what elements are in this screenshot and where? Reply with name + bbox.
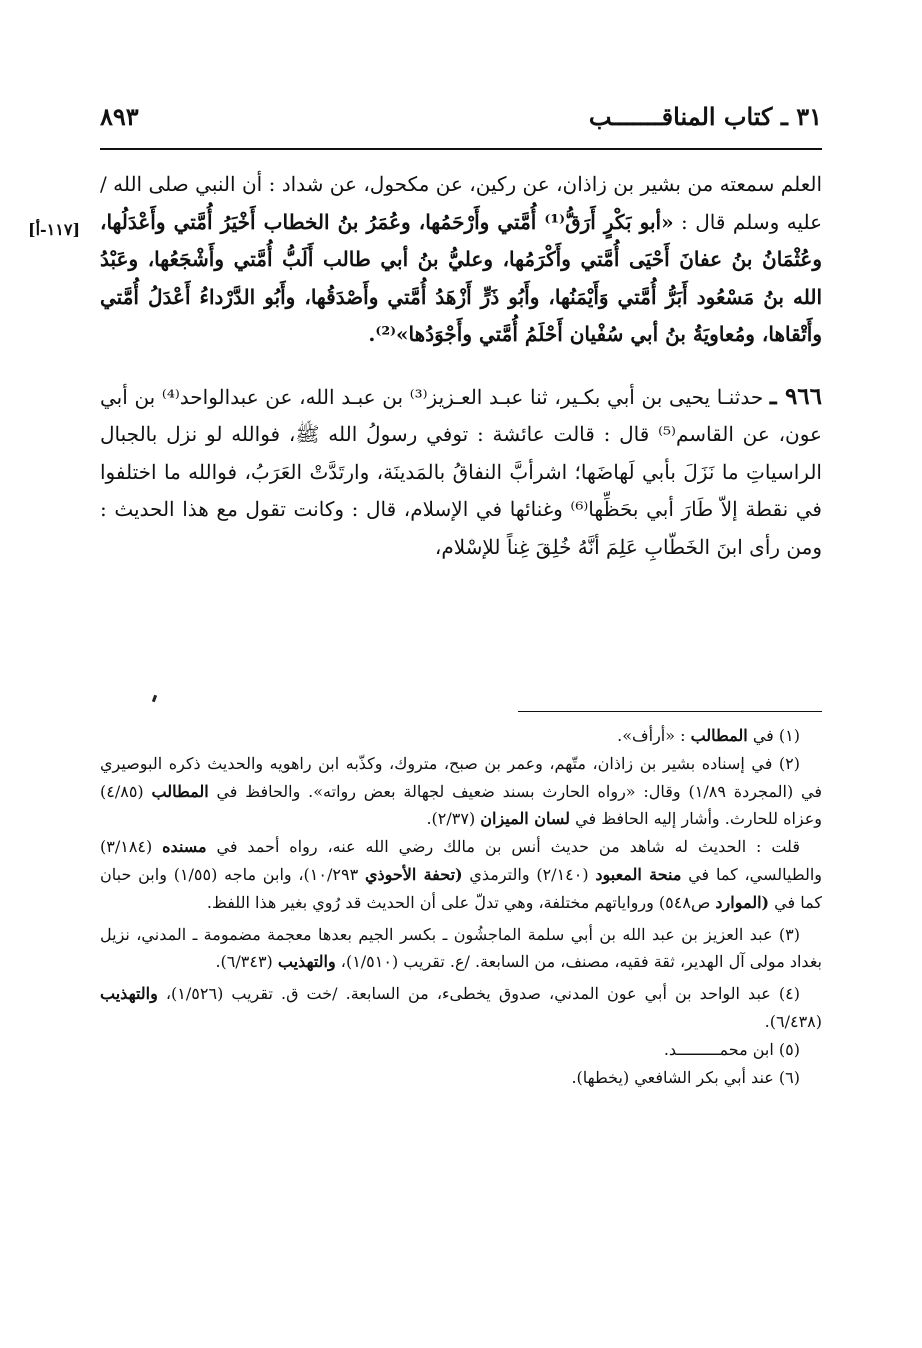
footnote-2-comment: قلت : الحديث له شاهد من حديث أنس بن مالك رضي الله عنه، رواه أحمد في مسنده (٣/١٨٤) والطيالسي، كما في منحة المعبود (٢/١٤٠) والترمذي (تحفة الأحوذي ١٠/٢٩٣)، وابن ماجه (١/٥٥) وابن حبان كما في (الموارد ص٥٤٨) ورواياتهم مختلفة، وهي تدلّ على أن الحديث قد رُوي بغير هذا اللفظ. (100, 837, 823, 912)
footnote-4: (٤) عبد الواحد بن أبي عون المدني، صدوق يخطىء، من السابعة. /خت ق. تقريب (١/٥٢٦)، والتهذيب (٦/٤٣٨). (100, 984, 822, 1031)
hadith-number: ٩٦٦ ـ (769, 382, 822, 410)
manuscript-folio-reference: [١١٧-أ] (28, 220, 81, 239)
footnote-3: (٣) عبد العزيز بن عبد الله بن أبي سلمة الماجشُون ـ بكسر الجيم بعدها معجمة مضمومة ـ المدني، نزيل بغداد مولى آل الهدير، ثقة فقيه، مصنف، من السابعة. /ع. تقريب (١/٥١٠)، والتهذيب (٦/٣٤٣). (100, 924, 822, 972)
paragraph-continuation (100, 166, 822, 354)
hadith-quote: «أبو بَكْرٍ أَرَقُّ⁽¹⁾ أُمَّتي وأَرْحَمُها، وعُمَرُ بنُ الخطاب أَخْيَرُ أُمَّتي وأَعْدَلُها، وعُثْمَانُ بنُ عفانَ أَحْيَى أُمَّتي وأَكْرَمُها، وعليُّ بنُ أبي طالب أَلَبُّ أُمَّتي وأَشْجَعُها، وعَبْدُ الله بنُ مَسْعُود أَبَرُّ أُمَّتي وَأَيْمَنُها، وأَبُو ذَرٍّ أَزْهَدُ أُمَّتي وأَصْدَقُها، وأَبُو الدَّرْداءُ أَعْدَلُ أُمَّتي وأَتْقاها، ومُعاويَةُ بنُ أبي سُفْيان أَحْلَمُ أُمَّتي وأَجْوَدُها»⁽²⁾. (100, 209, 822, 346)
page-number: ٨٩٣ (100, 102, 139, 131)
footnote-5: (٥) ابن محمـــــــــد. (663, 1039, 800, 1059)
page-header (100, 96, 822, 140)
main-text (100, 166, 822, 566)
chapter-title: ٣١ ـ كتاب المناقـــــــب (588, 102, 822, 131)
footnote-6: (٦) عند أبي بكر الشافعي (يخطها). (571, 1067, 800, 1087)
footnote-rule (518, 711, 822, 712)
footnotes (100, 722, 822, 1091)
footnote-1: (١) في المطالب : «أرأف». (617, 726, 800, 745)
isnad-text: العلم سمعته من بشير بن زاذان، عن ركين، عن مكحول، عن شداد : أن النبي صلى الله / عليه وسلم قال : (100, 172, 823, 234)
footnote-2: (٢) في إسناده بشير بن زاذان، متّهم، وعمر بن صبح، متروك، وكذّبه ابن راهويه والحديث ذكره البوصيري في (المجردة ١/٨٩) وقال: «رواه الحارث بسند ضعيف لجهالة بعض رواته». والحافظ في المطالب (٤/٨٥) وعزاه للحارث. وأشار إليه الحافظ في لسان الميزان (٢/٣٧). (100, 753, 823, 829)
hadith-text: حدثنـا يحيى بن أبي بكـير، ثنا عبـد العـزيز⁽³⁾ بن عبـد الله، عن عبدالواحد⁽⁴⁾ بن أبي عون، عن القاسم⁽⁵⁾ قال : قالت عائشة : توفي رسولُ الله ﷺ، فوالله لو نزل بالجبال الراسياتِ ما نَزَلَ بأبي لَهاضَها؛ اشرأبَّ النفاقُ بالمَدينَة، وارتَدَّتْ العَرَبُ، فوالله ما اختلفوا في نقطة إلاّ طَارَ أبي بحَظِّها⁽⁶⁾ وغنائها في الإسلام، قال : وكانت تقول مع هذا الحديث : ومن رأى ابنَ الخَطّابِ عَلِمَ أنَّهُ خُلِقَ غِناً للإسْلام، (100, 384, 822, 559)
header-rule (100, 148, 822, 150)
hadith-966 (100, 378, 822, 567)
stray-mark (152, 695, 157, 703)
